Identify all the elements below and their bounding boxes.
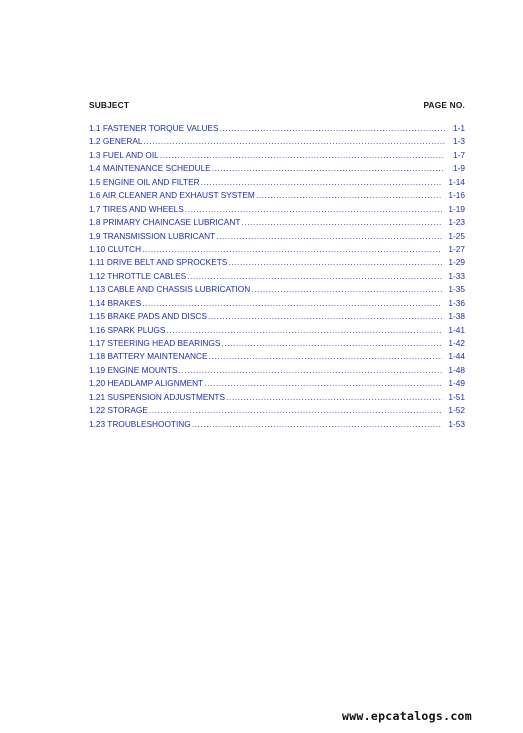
- dot-leader: [226, 391, 442, 404]
- toc-entry-title: 1.7 TIRES AND WHEELS: [89, 203, 184, 214]
- toc-entry-page-number: 1-29: [448, 257, 465, 268]
- toc-entry-page-number: 1-25: [448, 230, 465, 241]
- dot-leader: [212, 162, 445, 175]
- toc-entry-title: 1.9 TRANSMISSION LUBRICANT: [89, 230, 216, 241]
- toc-entry[interactable]: [89, 162, 465, 175]
- dot-leader: [142, 297, 442, 310]
- toc-entry[interactable]: [89, 418, 465, 431]
- toc-entry-page-number: 1-23: [448, 217, 465, 228]
- subject-column-label: SUBJECT: [89, 100, 130, 110]
- toc-entry-page-number: 1-3: [453, 136, 465, 147]
- toc-entry-title: 1.1 FASTENER TORQUE VALUES: [89, 123, 219, 133]
- dot-leader: [142, 243, 442, 256]
- toc-entry-title: 1.18 BATTERY MAINTENANCE: [89, 351, 208, 362]
- toc-entry-page-number: 1-7: [453, 149, 465, 160]
- dot-leader: [166, 324, 442, 337]
- toc-entry-page-number: 1-52: [448, 405, 465, 416]
- toc-entry-title: 1.3 FUEL AND OIL: [89, 149, 159, 160]
- toc-entry[interactable]: [89, 324, 465, 337]
- toc-entry-title: 1.6 AIR CLEANER AND EXHAUST SYSTEM: [89, 190, 255, 201]
- toc-entry-page-number: 1-42: [448, 338, 465, 348]
- toc-entry-page-number: 1-33: [448, 270, 465, 281]
- toc-entry-title: 1.16 SPARK PLUGS: [89, 324, 166, 335]
- toc-entry[interactable]: [89, 189, 465, 202]
- toc-entry-title: 1.11 DRIVE BELT AND SPROCKETS: [89, 257, 228, 268]
- toc-entry-title: 1.19 ENGINE MOUNTS: [89, 364, 178, 375]
- toc-entry[interactable]: [89, 283, 465, 296]
- toc-entry-page-number: 1-49: [448, 378, 465, 389]
- toc-entry-title: 1.10 CLUTCH: [89, 243, 142, 254]
- toc-entry-title: 1.17 STEERING HEAD BEARINGS: [89, 338, 221, 348]
- toc-entry-page-number: 1-41: [448, 324, 465, 335]
- dot-leader: [209, 350, 443, 363]
- toc-entry-page-number: 1-36: [448, 297, 465, 308]
- toc-entry[interactable]: [89, 391, 465, 404]
- toc-entry-page-number: 1-14: [448, 176, 465, 187]
- dot-leader: [208, 310, 443, 323]
- dot-leader: [144, 135, 446, 148]
- dot-leader: [201, 176, 443, 189]
- toc-entry-title: 1.23 TROUBLESHOOTING: [89, 418, 191, 429]
- table-of-contents: [89, 122, 465, 431]
- toc-entry-page-number: 1-53: [448, 418, 465, 429]
- dot-leader: [160, 149, 445, 162]
- toc-entry-title: 1.2 GENERAL: [89, 136, 143, 147]
- toc-entry-page-number: 1-1: [453, 123, 465, 133]
- dot-leader: [149, 404, 443, 417]
- toc-entry-page-number: 1-48: [448, 364, 465, 375]
- toc-entry[interactable]: [89, 377, 465, 390]
- toc-entry-title: 1.8 PRIMARY CHAINCASE LUBRICANT: [89, 217, 241, 228]
- footer-watermark-url[interactable]: www.epcatalogs.com: [341, 709, 472, 723]
- toc-entry[interactable]: [89, 149, 465, 162]
- dot-leader: [221, 337, 442, 350]
- toc-entry[interactable]: [89, 216, 465, 229]
- toc-entry[interactable]: [89, 176, 465, 189]
- toc-entry-title: 1.21 SUSPENSION ADJUSTMENTS: [89, 391, 226, 402]
- toc-entry[interactable]: [89, 270, 465, 283]
- toc-entry-title: 1.12 THROTTLE CABLES: [89, 270, 187, 281]
- toc-entry[interactable]: [89, 364, 465, 377]
- dot-leader: [185, 203, 443, 216]
- toc-entry[interactable]: [89, 135, 465, 148]
- toc-entry-page-number: 1-16: [448, 190, 465, 201]
- toc-entry-title: 1.22 STORAGE: [89, 405, 148, 416]
- toc-entry-page-number: 1-27: [448, 243, 465, 254]
- toc-entry[interactable]: [89, 203, 465, 216]
- dot-leader: [241, 216, 442, 229]
- dot-leader: [204, 377, 442, 390]
- dot-leader: [179, 364, 443, 377]
- toc-entry[interactable]: [89, 230, 465, 243]
- toc-entry[interactable]: [89, 350, 465, 363]
- toc-entry-title: 1.20 HEADLAMP ALIGNMENT: [89, 378, 204, 389]
- dot-leader: [220, 122, 445, 135]
- toc-entry-page-number: 1-35: [448, 284, 465, 295]
- dot-leader: [251, 283, 442, 296]
- toc-entry-title: 1.14 BRAKES: [89, 297, 142, 308]
- dot-leader: [256, 189, 443, 202]
- dot-leader: [187, 270, 442, 283]
- toc-entry-title: 1.13 CABLE AND CHASSIS LUBRICATION: [89, 284, 251, 295]
- toc-entry-title: 1.4 MAINTENANCE SCHEDULE: [89, 163, 211, 174]
- toc-entry[interactable]: [89, 337, 465, 350]
- toc-entry-page-number: 1-44: [448, 351, 465, 362]
- toc-entry-page-number: 1-51: [448, 391, 465, 402]
- toc-entry-title: 1.5 ENGINE OIL AND FILTER: [89, 176, 200, 187]
- toc-entry[interactable]: [89, 122, 465, 135]
- page-number-column-label: PAGE NO.: [423, 100, 465, 110]
- toc-entry[interactable]: [89, 243, 465, 256]
- toc-entry[interactable]: [89, 404, 465, 417]
- toc-entry[interactable]: [89, 297, 465, 310]
- toc-entry[interactable]: [89, 310, 465, 323]
- toc-entry-title: 1.15 BRAKE PADS AND DISCS: [89, 311, 207, 322]
- toc-entry-page-number: 1-19: [448, 203, 465, 214]
- toc-entry[interactable]: [89, 256, 465, 269]
- dot-leader: [228, 256, 442, 269]
- toc-entry-page-number: 1-38: [448, 311, 465, 322]
- toc-header: [89, 100, 465, 110]
- dot-leader: [216, 230, 442, 243]
- dot-leader: [192, 418, 443, 431]
- toc-entry-page-number: 1-9: [453, 163, 465, 174]
